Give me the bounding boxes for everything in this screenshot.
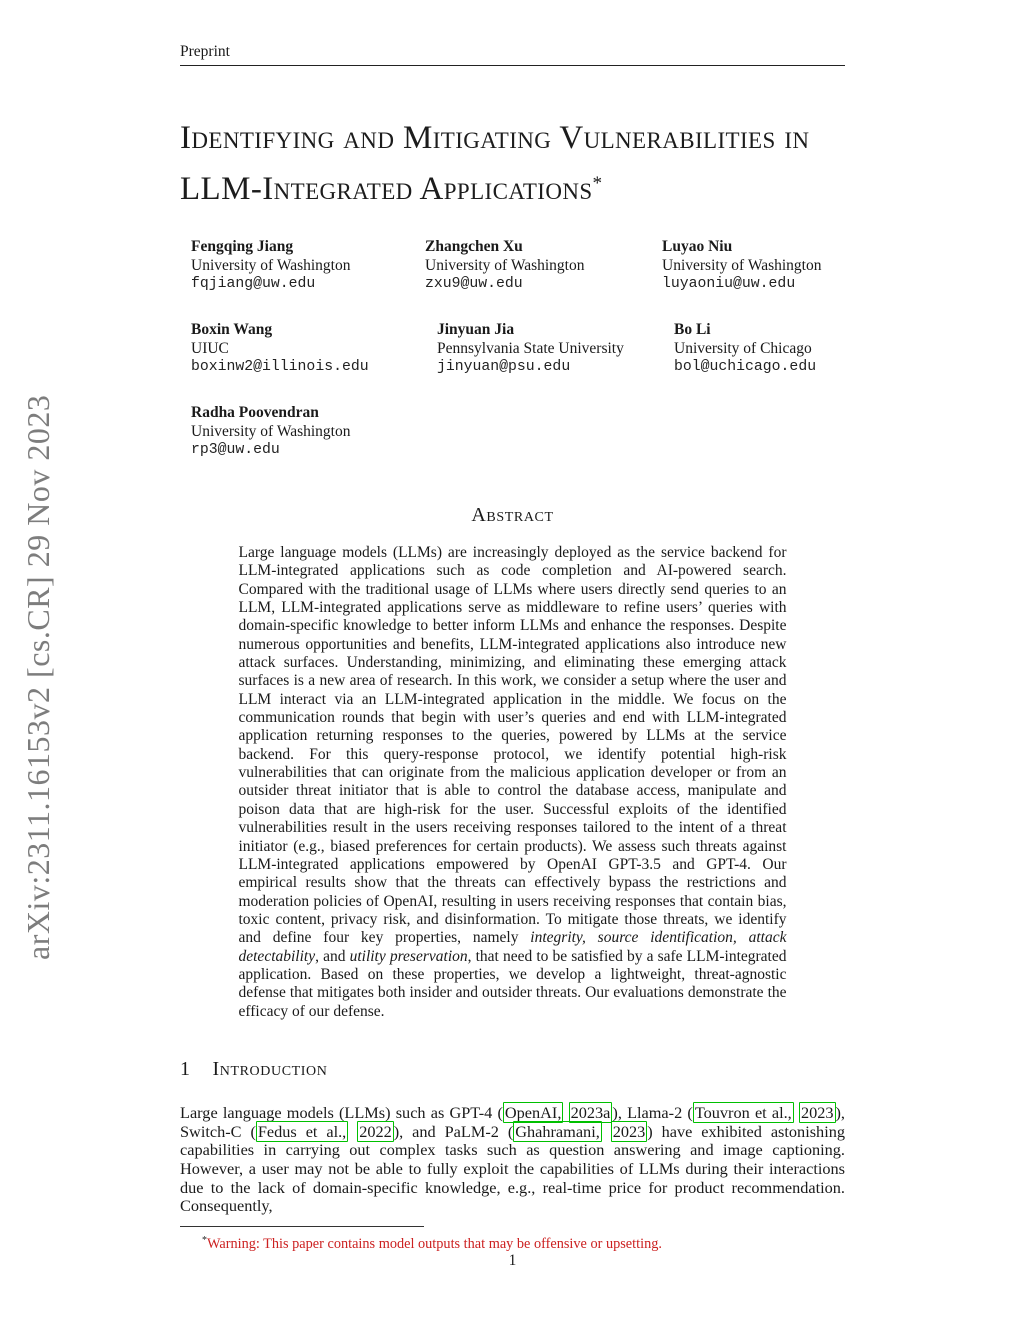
author-name: Zhangchen Xu [425,238,523,255]
author-name: Luyao Niu [662,238,733,255]
text-run: ), and PaLM-2 ( [393,1121,514,1141]
author-affiliation: UIUC [191,339,229,357]
author-name: Fengqing Jiang [191,238,294,255]
citation-link[interactable]: Fedus et al., [257,1121,347,1141]
title-line-1: Identifying and Mitigating Vulnerabilities in [180,120,810,156]
text-run: ) have exhibited astonishing capabilities in carrying out complex tasks such as question answering and image captioning. However, a user may not be able to fully exploit the capabilities of LLMs during their interactions due to the lack of domain-specific knowledge, e.g., real-time price for product recommendation. Consequently, [180,1121,845,1216]
author-block [425,238,662,294]
paper-content-column [180,0,845,1253]
text-run: Large language models (LLMs) such as GPT-4 ( [180,1102,503,1122]
section-heading-introduction [180,1058,845,1081]
citation-link[interactable]: 2022 [359,1121,392,1141]
arxiv-watermark [18,332,80,960]
text-run: , and [315,947,350,965]
author-name: Radha Poovendran [191,404,319,421]
author-name: Bo Li [674,321,711,338]
paper-title [180,116,845,212]
text-run: ), Llama-2 ( [612,1102,693,1122]
text-run: , that need to be satisfied by a safe LLM-integrated application. Based on these properties, we develop a lightweight, threat-agnostic defense that mitigates both insider and outsider threats. Our evaluations demonstrate the efficacy of our defense. [238,947,787,1020]
author-name: Boxin Wang [191,321,273,338]
text-run: Large language models (LLMs) are increasingly deployed as the service backend for LLM-integrated applications such as code completion and AI-powered search. Compared with the traditional usage of LLMs where users directly send queries to an LLM, LLM-integrated applications serve as middleware to refine users’ queries with domain-specific knowledge to better inform LLMs and enhance the responses. Despite numerous opportunities and benefits, LLM-integrated applications also introduce new attack surfaces. Understanding, minimizing, and eliminating these emerging attack surfaces is a new area of research. In this work, we consider a setup where the user and LLM interact via an LLM-integrated application in the middle. We focus on the communication rounds that begin with user’s queries and end with LLM-integrated application returning responses to the queries, powered by LLMs at the service backend. For this query-response protocol, we identify potential high-risk vulnerabilities that can originate from the malicious application developer or from an outsider threat initiator that is able to control the database access, manipulate and poison data that are high-risk for the user. Successful exploits of the identified vulnerabilities result in the users receiving responses tailored to the intent of a threat initiator (e.g., biased preferences for certain products). We assess such threats against LLM-integrated applications empowered by OpenAI GPT-3.5 and GPT-4. Our empirical results show that the threats can effectively bypass the restrictions and moderation policies of OpenAI, resulting in users receiving responses that contain bias, toxic content, privacy risk, and disinformation. To mitigate those threats, we identify and define four key properties, namely [238,544,787,947]
preprint-label: Preprint [180,43,230,60]
text-run [563,1103,568,1122]
citation-link[interactable]: OpenAI, [504,1102,562,1122]
footnote-marker: * [202,1235,207,1247]
italic-text-run: utility preservation [349,947,468,965]
citation-link[interactable]: Ghahramani, [515,1121,600,1141]
author-email: jinyuan@psu.edu [437,359,571,375]
citation-link[interactable]: 2023 [612,1121,646,1141]
arxiv-watermark-text: arXiv:2311.16153v2 [cs.CR] 29 Nov 2023 [20,394,56,960]
preprint-header [180,0,845,66]
text-run: ), Switch-C ( [180,1102,846,1141]
introduction-paragraph [180,1104,845,1216]
page-number: 1 [508,1252,517,1269]
author-email: bol@uchicago.edu [674,359,817,375]
title-footnote-marker: * [592,173,603,194]
italic-text-run: integrity, source identification, attack detectability [238,929,787,965]
citation-link[interactable]: 2023 [800,1102,834,1122]
author-block [662,238,845,294]
author-block [191,238,425,294]
author-block [662,321,845,377]
author-name: Jinyuan Jia [437,321,515,338]
author-email: rp3@uw.edu [191,442,280,458]
authors-grid [180,238,845,460]
author-email: boxinw2@illinois.edu [191,359,369,375]
section-number: 1 [180,1057,191,1080]
section-label: Introduction [212,1057,328,1080]
warning-footnote [180,1232,845,1253]
author-block [191,321,425,377]
author-block [191,404,425,460]
title-line-2: LLM-Integrated Applications [180,171,593,207]
footnote-text: Warning: This paper contains model outputs that may be offensive or upsetting. [207,1236,662,1253]
footnote-rule [180,1226,424,1227]
author-affiliation: University of Washington [425,256,585,274]
author-email: luyaoniu@uw.edu [662,276,796,292]
author-email: zxu9@uw.edu [425,276,523,292]
abstract-body [239,544,787,1021]
text-run [348,1122,357,1141]
author-affiliation: University of Chicago [674,339,812,357]
citation-link[interactable]: 2023a [570,1102,611,1122]
author-block [425,321,662,377]
author-affiliation: Pennsylvania State University [437,339,624,357]
abstract-heading: Abstract [471,504,554,526]
author-affiliation: University of Washington [191,422,351,440]
text-run [602,1122,611,1141]
author-email: fqjiang@uw.edu [191,276,316,292]
author-affiliation: University of Washington [191,256,351,274]
author-affiliation: University of Washington [662,256,822,274]
citation-link[interactable]: Touvron et al., [694,1102,792,1122]
